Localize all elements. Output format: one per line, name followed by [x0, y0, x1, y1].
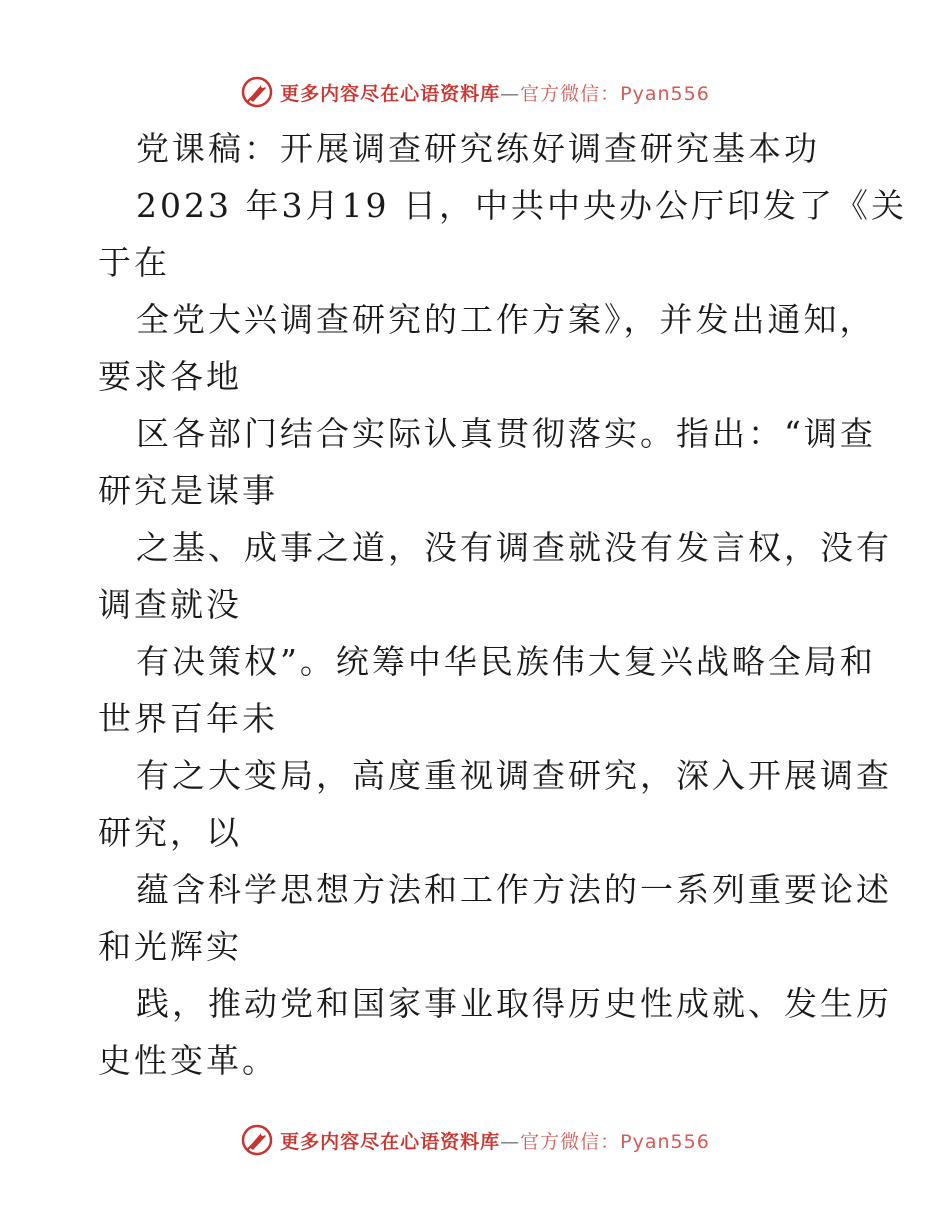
paragraph-line: 全党大兴调查研究的工作方案》，并发出通知，: [136, 300, 876, 339]
watermark-separator: —: [500, 82, 521, 105]
paragraph-line: 史性变革。: [98, 1041, 278, 1080]
watermark-contact: 官方微信：Pyan556: [520, 82, 710, 105]
watermark-separator: —: [500, 1130, 521, 1153]
paragraph-line: 和光辉实: [98, 927, 242, 966]
paragraph-line: 2023 年3月19 日，中共中央办公厅印发了《关: [136, 186, 907, 225]
document-body: [98, 120, 907, 1089]
paragraph-line: 之基、成事之道，没有调查就没有发言权，没有: [136, 528, 892, 567]
document-title: 党课稿：开展调查研究练好调查研究基本功: [136, 129, 820, 168]
paragraph-line: 研究，以: [98, 813, 242, 852]
paragraph-line: 践，推动党和国家事业取得历史性成就、发生历: [136, 984, 892, 1023]
paragraph-line: 于在: [98, 243, 170, 282]
footer-watermark: [0, 1120, 950, 1160]
watermark-main-text: 更多内容尽在心语资料库: [280, 1130, 501, 1153]
header-watermark: [0, 72, 950, 112]
paragraph-line: 区各部门结合实际认真贯彻落实。指出：“调查: [136, 414, 876, 453]
paragraph-line: 调查就没: [98, 585, 242, 624]
watermark-main-text: 更多内容尽在心语资料库: [280, 82, 501, 105]
pen-nib-logo-icon: [240, 75, 274, 109]
paragraph-line: 有之大变局，高度重视调查研究，深入开展调查: [136, 756, 892, 795]
paragraph-line: 世界百年未: [98, 699, 278, 738]
paragraph-line: 研究是谋事: [98, 471, 278, 510]
paragraph-line: 蕴含科学思想方法和工作方法的一系列重要论述: [136, 870, 892, 909]
paragraph-line: 有决策权”。统筹中华民族伟大复兴战略全局和: [136, 642, 876, 681]
watermark-contact: 官方微信：Pyan556: [520, 1130, 710, 1153]
pen-nib-logo-icon: [240, 1123, 274, 1157]
paragraph-line: 要求各地: [98, 357, 242, 396]
